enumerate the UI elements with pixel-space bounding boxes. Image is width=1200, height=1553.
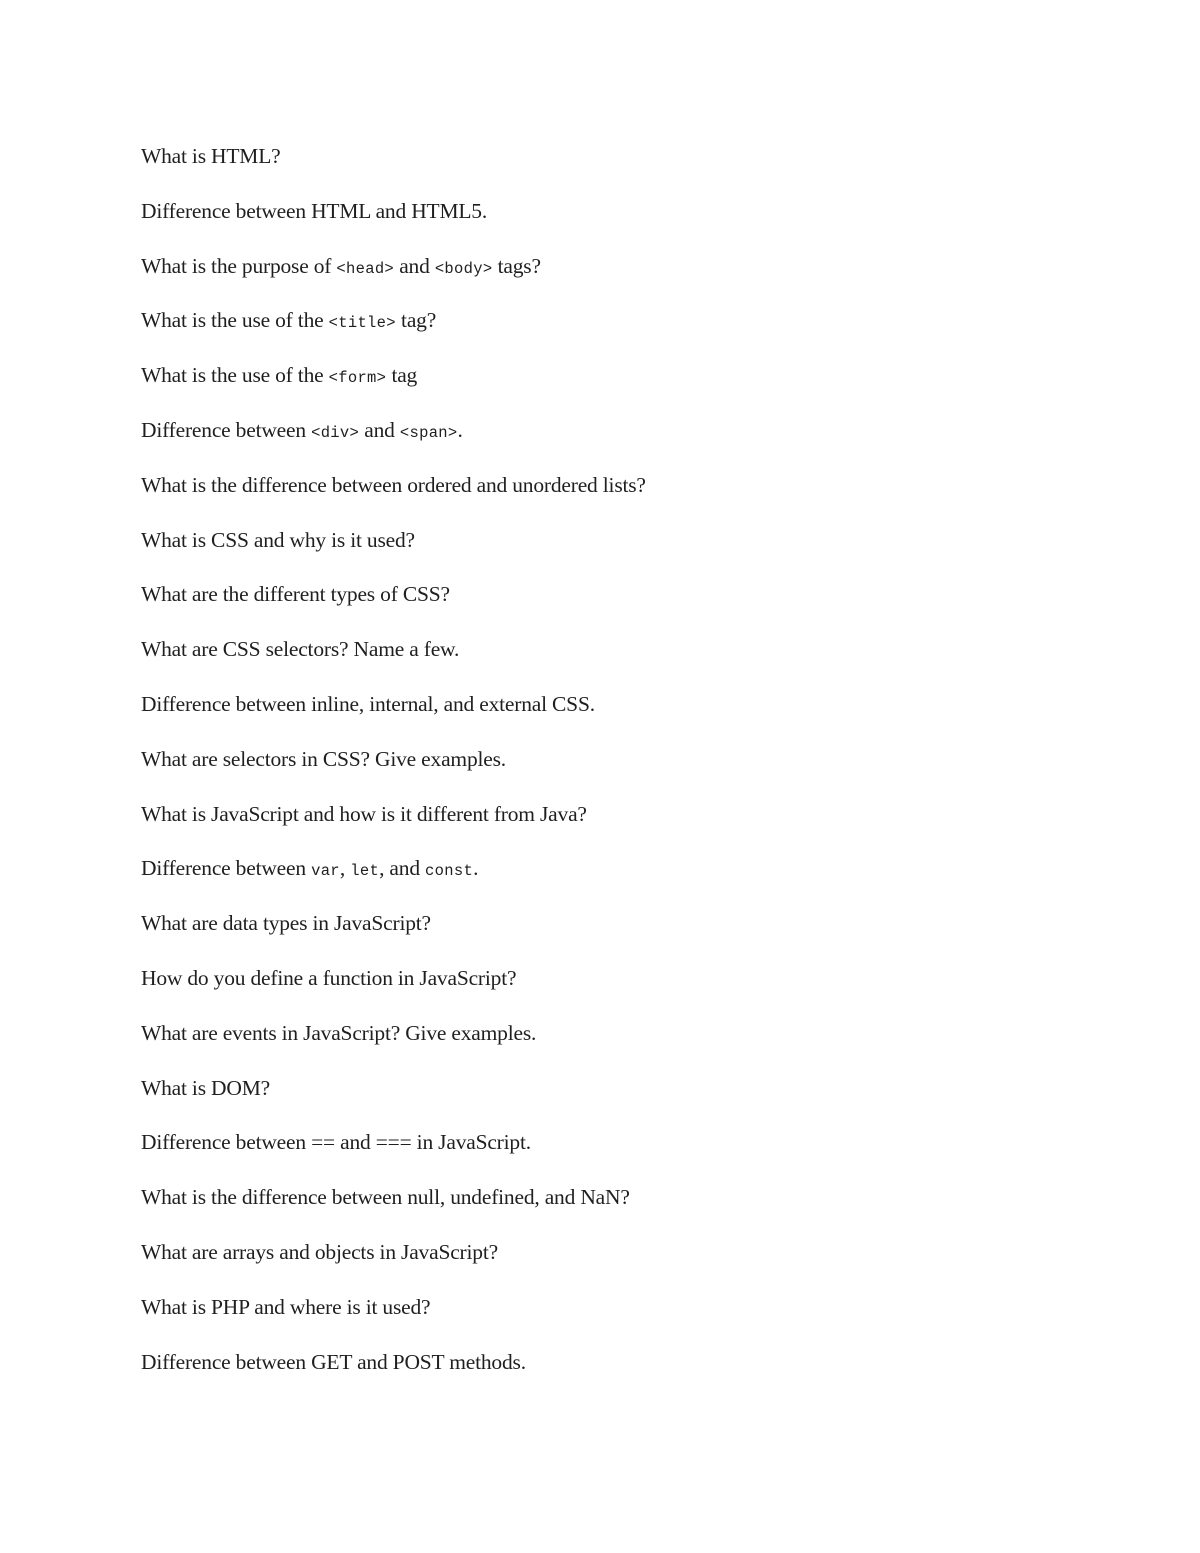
question-text: What are CSS selectors? Name a few. <box>141 637 460 662</box>
question-item <box>141 1017 1091 1072</box>
question-item <box>141 1346 1091 1401</box>
inline-code: <div> <box>311 423 360 442</box>
question-text: What is the purpose of <box>141 253 337 278</box>
question-item <box>141 195 1091 250</box>
question-text: , <box>339 856 351 881</box>
question-item <box>141 1181 1091 1236</box>
question-text: tag? <box>395 308 437 333</box>
question-text: How do you define a function in JavaScript? <box>141 965 517 990</box>
inline-code: var <box>311 862 340 881</box>
question-item <box>141 907 1091 962</box>
question-text: What is CSS and why is it used? <box>141 527 415 552</box>
question-text: What is PHP and where is it used? <box>141 1294 431 1319</box>
question-item <box>141 524 1091 579</box>
question-item <box>141 1072 1091 1127</box>
question-item <box>141 250 1091 305</box>
question-text: Difference between inline, internal, and external CSS. <box>141 691 595 716</box>
question-list <box>141 140 1091 1400</box>
question-text: What is the difference between null, undefined, and NaN? <box>141 1185 630 1210</box>
inline-code: <title> <box>328 314 396 333</box>
question-text: What is the use of the <box>141 308 329 333</box>
inline-code: const <box>425 862 474 881</box>
inline-code: <body> <box>434 259 493 278</box>
question-text: Difference between <box>141 417 312 442</box>
question-text: tag <box>386 363 418 388</box>
question-text: . <box>457 417 463 442</box>
question-item <box>141 962 1091 1017</box>
question-text: What are the different types of CSS? <box>141 582 450 607</box>
question-text: What are data types in JavaScript? <box>141 911 431 936</box>
inline-code: let <box>350 862 380 881</box>
question-item <box>141 578 1091 633</box>
question-item <box>141 1236 1091 1291</box>
question-text: What are arrays and objects in JavaScript? <box>141 1239 498 1264</box>
question-text: Difference between == and === in JavaScript. <box>141 1130 531 1155</box>
question-text: What are selectors in CSS? Give examples. <box>141 746 506 771</box>
question-text: Difference between GET and POST methods. <box>141 1349 526 1374</box>
question-text: Difference between HTML and HTML5. <box>141 198 488 223</box>
question-text: and <box>394 253 435 278</box>
inline-code: <span> <box>399 423 458 442</box>
question-text: , and <box>379 856 426 881</box>
question-text: What is the use of the <box>141 363 329 388</box>
question-item <box>141 688 1091 743</box>
question-item <box>141 633 1091 688</box>
question-text: What is the difference between ordered and unordered lists? <box>141 472 646 497</box>
question-text: What is JavaScript and how is it different from Java? <box>141 801 587 826</box>
question-item <box>141 1291 1091 1346</box>
question-text: tags? <box>492 253 541 278</box>
inline-code: <form> <box>328 369 387 388</box>
inline-code: <head> <box>336 259 395 278</box>
question-item <box>141 414 1091 469</box>
question-item <box>141 469 1091 524</box>
question-item <box>141 1126 1091 1181</box>
question-text: What are events in JavaScript? Give examples. <box>141 1020 537 1045</box>
question-item <box>141 304 1091 359</box>
question-text: and <box>359 417 400 442</box>
question-item <box>141 798 1091 853</box>
question-text: What is HTML? <box>141 144 281 168</box>
question-item <box>141 852 1091 907</box>
question-text: . <box>473 856 479 881</box>
question-item <box>141 743 1091 798</box>
question-item <box>141 140 1091 195</box>
question-item <box>141 359 1091 414</box>
question-text: Difference between <box>141 856 312 881</box>
question-text: What is DOM? <box>141 1075 270 1100</box>
